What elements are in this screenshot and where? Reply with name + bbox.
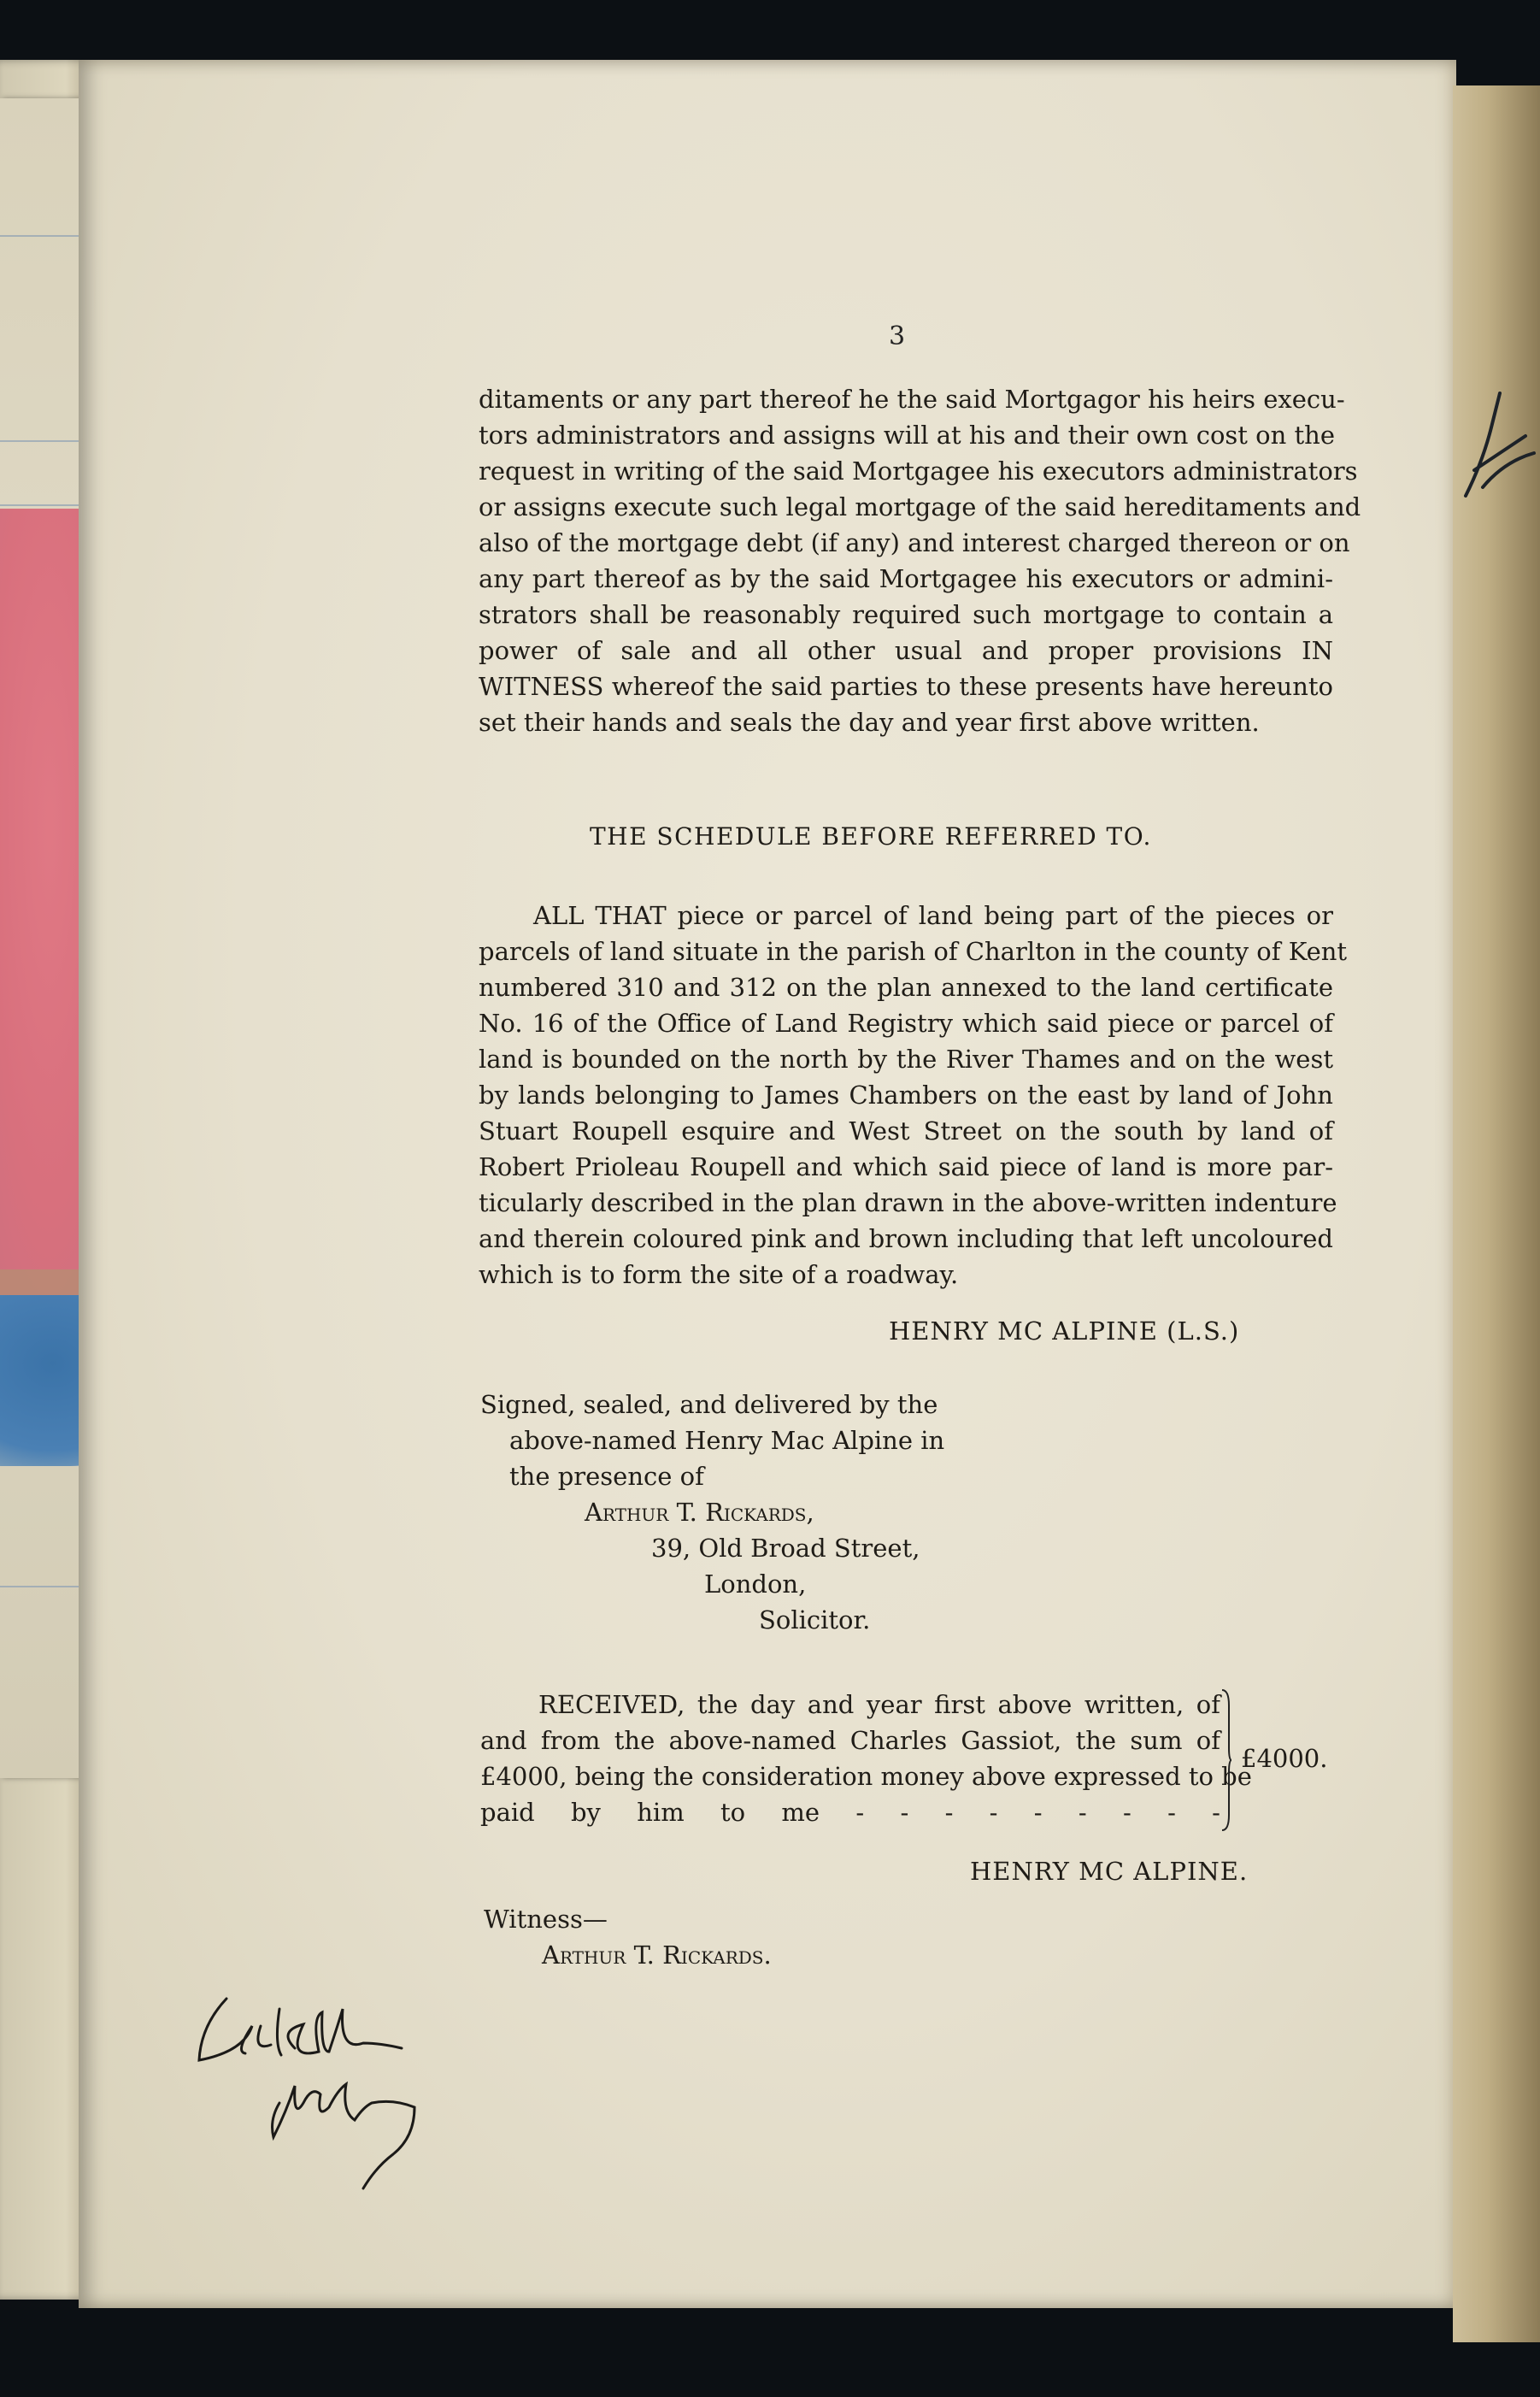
text-line: No. 16 of the Office of Land Registry which said piece or parcel of bbox=[479, 1009, 1333, 1038]
text-line: land is bounded on the north by the River Thames and on the west bbox=[479, 1045, 1333, 1074]
text-line: by lands belonging to James Chambers on the east by land of John bbox=[479, 1081, 1333, 1110]
schedule-paragraph bbox=[479, 898, 1348, 1293]
witness-label: Witness— bbox=[484, 1905, 608, 1934]
text-line: ticularly described in the plan drawn in the above-written indenture bbox=[479, 1188, 1337, 1217]
witness-address: 39, Old Broad Street, bbox=[651, 1534, 920, 1563]
text-line: ALL THAT piece or parcel of land being part of the pieces or bbox=[533, 901, 1333, 930]
text-line: also of the mortgage debt (if any) and interest charged thereon or on bbox=[479, 528, 1350, 557]
text-line: tors administrators and assigns will at his and their own cost on the bbox=[479, 421, 1336, 450]
text-line: any part thereof as by the said Mortgagee his executors or admini- bbox=[479, 564, 1333, 593]
opening-paragraph bbox=[479, 381, 1361, 740]
handwritten-annotation bbox=[192, 1992, 440, 2231]
text-line: which is to form the site of a roadway. bbox=[479, 1260, 959, 1289]
attestation-line: above-named Henry Mac Alpine in bbox=[509, 1426, 945, 1455]
signature-henry-mc-alpine-ls: HENRY MC ALPINE (L.S.) bbox=[889, 1316, 1240, 1346]
receipt-amount: £4000. bbox=[1241, 1744, 1328, 1773]
text-line: paid by him to me - - - - - - - - - bbox=[480, 1798, 1220, 1827]
text-line: and from the above-named Charles Gassiot, the sum of bbox=[480, 1726, 1220, 1755]
text-line: numbered 310 and 312 on the plan annexed to the land certificate bbox=[479, 973, 1333, 1002]
witness-block bbox=[484, 1901, 772, 1973]
text-line: and therein coloured pink and brown including that left uncoloured bbox=[479, 1224, 1333, 1253]
text-line: WITNESS whereof the said parties to these presents have hereunto bbox=[479, 672, 1333, 701]
text-line: Robert Prioleau Roupell and which said piece of land is more par- bbox=[479, 1152, 1333, 1181]
text-line: £4000, being the consideration money above expressed to be bbox=[480, 1762, 1252, 1791]
text-line: parcels of land situate in the parish of Charlton in the county of Kent bbox=[479, 937, 1348, 966]
text-line: ditaments or any part thereof he the said Mortgagor his heirs execu- bbox=[479, 385, 1345, 414]
page-number: 3 bbox=[889, 321, 906, 351]
receipt-clause bbox=[480, 1687, 1252, 1830]
schedule-heading: THE SCHEDULE BEFORE REFERRED TO. bbox=[590, 822, 1152, 851]
attesting-witness-name: Arthur T. Rickards, bbox=[585, 1498, 814, 1527]
attestation-line: Signed, sealed, and delivered by the bbox=[480, 1390, 938, 1419]
witness-occupation: Solicitor. bbox=[759, 1605, 871, 1634]
witness-name: Arthur T. Rickards. bbox=[542, 1941, 772, 1970]
text-line: power of sale and all other usual and proper provisions IN bbox=[479, 636, 1333, 665]
ink-mark-on-page-edge bbox=[1457, 376, 1538, 513]
text-line: RECEIVED, the day and year first above written, of bbox=[538, 1690, 1220, 1719]
text-line: strators shall be reasonably required such mortgage to contain a bbox=[479, 600, 1333, 629]
witness-city: London, bbox=[704, 1570, 807, 1599]
text-line: set their hands and seals the day and year first above written. bbox=[479, 708, 1260, 737]
receipt-brace bbox=[1220, 1688, 1232, 1832]
signature-henry-mc-alpine: HENRY MC ALPINE. bbox=[970, 1857, 1249, 1886]
text-line: request in writing of the said Mortgagee his executors administrators bbox=[479, 456, 1358, 486]
text-line: Stuart Roupell esquire and West Street on the south by land of bbox=[479, 1116, 1333, 1145]
text-line: or assigns execute such legal mortgage of the said hereditaments and bbox=[479, 492, 1361, 521]
attestation-clause bbox=[480, 1387, 944, 1638]
attestation-line: the presence of bbox=[509, 1462, 704, 1491]
